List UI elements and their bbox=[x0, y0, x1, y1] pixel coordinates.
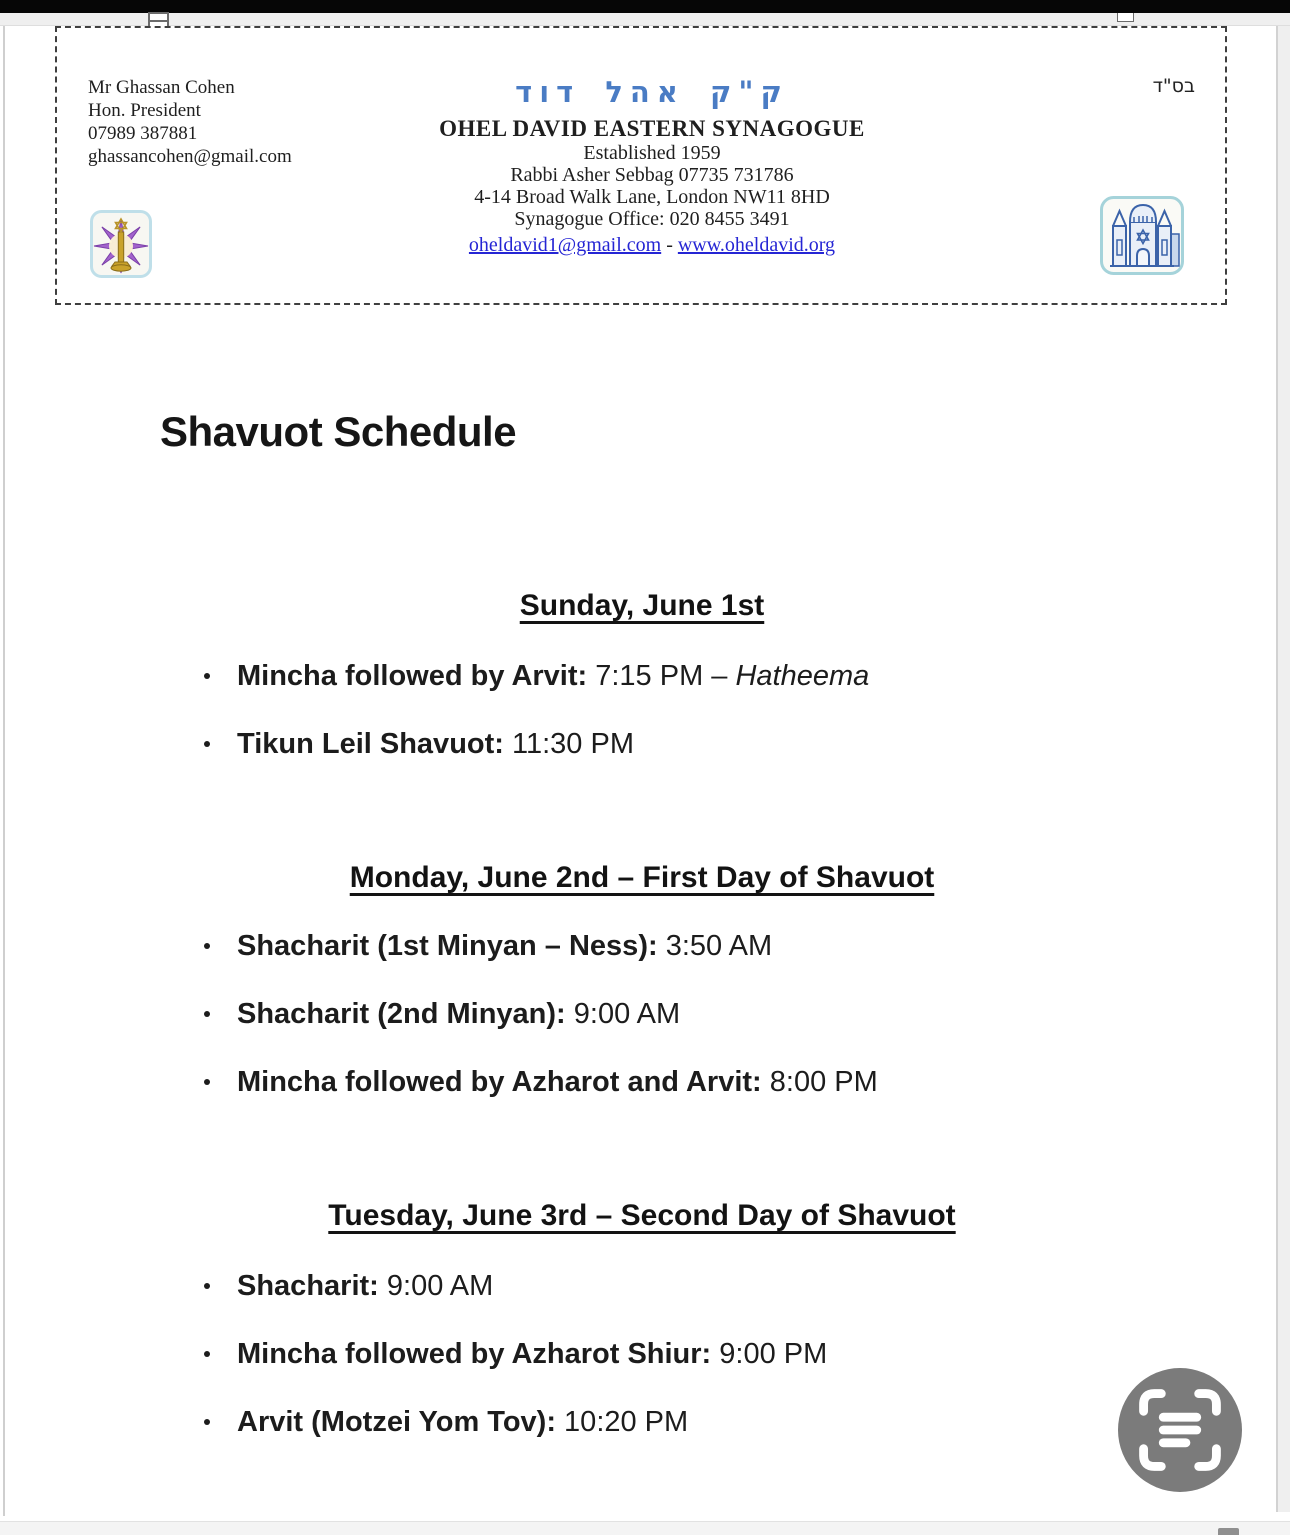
bullet-icon bbox=[204, 1011, 210, 1017]
bullet-icon bbox=[204, 943, 210, 949]
item-label: Arvit (Motzei Yom Tov): bbox=[237, 1406, 556, 1438]
bullet-icon bbox=[204, 1419, 210, 1425]
page-right-gutter bbox=[1278, 26, 1290, 1512]
organization-name: OHEL DAVID EASTERN SYNAGOGUE bbox=[439, 116, 865, 141]
item-time: 9:00 AM bbox=[565, 998, 681, 1030]
address-line: 4-14 Broad Walk Lane, London NW11 8HD bbox=[474, 186, 830, 208]
website-link[interactable]: www.oheldavid.org bbox=[677, 234, 836, 256]
schedule-item bbox=[160, 1064, 1124, 1100]
item-time: 11:30 PM bbox=[503, 728, 634, 760]
page-title: Shavuot Schedule bbox=[160, 408, 517, 455]
schedule-content bbox=[160, 0, 1124, 1535]
established-line: Established 1959 bbox=[583, 142, 721, 164]
schedule-item bbox=[160, 726, 1124, 762]
section-heading-sunday bbox=[160, 588, 1124, 624]
item-label: Shacharit (2nd Minyan): bbox=[237, 998, 566, 1030]
star-menorah-logo bbox=[90, 210, 152, 283]
item-label: Tikun Leil Shavuot: bbox=[237, 728, 504, 760]
item-time: 8:00 PM bbox=[761, 1066, 878, 1098]
item-label: Mincha followed by Azharot and Arvit: bbox=[237, 1066, 762, 1098]
schedule-item bbox=[160, 1268, 1124, 1304]
rabbi-line: Rabbi Asher Sebbag 07735 731786 bbox=[510, 164, 794, 186]
bsd-inscription: בס"ד bbox=[1152, 75, 1195, 97]
contact-title: Hon. President bbox=[88, 100, 201, 121]
section-heading-text: Monday, June 2nd – First Day of Shavuot bbox=[349, 861, 935, 894]
email-link[interactable]: oheldavid1@gmail.com bbox=[468, 234, 662, 256]
bullet-icon bbox=[204, 1283, 210, 1289]
schedule-item bbox=[160, 996, 1124, 1032]
item-time: 9:00 AM bbox=[378, 1270, 494, 1302]
bullet-icon bbox=[204, 1079, 210, 1085]
bottom-bar bbox=[0, 1521, 1290, 1535]
item-label: Mincha followed by Azharot Shiur: bbox=[237, 1338, 712, 1370]
schedule-item bbox=[160, 1336, 1124, 1372]
office-phone-line: Synagogue Office: 020 8455 3491 bbox=[514, 208, 790, 230]
bottom-toolbar-icon bbox=[1218, 1528, 1239, 1535]
section-heading-text: Sunday, June 1st bbox=[519, 589, 765, 622]
scan-text-button[interactable] bbox=[1118, 1368, 1242, 1492]
item-note: Hatheema bbox=[735, 660, 870, 692]
item-label: Shacharit (1st Minyan – Ness): bbox=[237, 930, 658, 962]
bullet-icon bbox=[204, 673, 210, 679]
item-time: 9:00 PM bbox=[711, 1338, 828, 1370]
item-label: Mincha followed by Arvit: bbox=[237, 660, 588, 692]
bullet-icon bbox=[204, 1351, 210, 1357]
schedule-item bbox=[160, 928, 1124, 964]
link-separator: - bbox=[661, 234, 678, 256]
section-heading-monday bbox=[160, 860, 1124, 896]
item-time: 7:15 PM – bbox=[587, 660, 736, 692]
schedule-item bbox=[160, 1404, 1124, 1440]
contact-name: Mr Ghassan Cohen bbox=[88, 77, 235, 98]
scan-text-icon bbox=[1118, 1368, 1242, 1492]
item-time: 10:20 PM bbox=[556, 1406, 689, 1438]
schedule-item bbox=[160, 658, 1124, 694]
contact-phone: 07989 387881 bbox=[88, 123, 198, 144]
section-heading-text: Tuesday, June 3rd – Second Day of Shavuot bbox=[328, 1199, 956, 1232]
contact-email: ghassancohen@gmail.com bbox=[88, 146, 292, 167]
item-time: 3:50 AM bbox=[657, 930, 773, 962]
section-heading-tuesday bbox=[160, 1198, 1124, 1234]
page-left-edge bbox=[3, 26, 5, 1516]
hebrew-congregation-title: ק"ק אהל דוד bbox=[515, 75, 789, 109]
bullet-icon bbox=[204, 741, 210, 747]
item-label: Shacharit: bbox=[237, 1270, 379, 1302]
